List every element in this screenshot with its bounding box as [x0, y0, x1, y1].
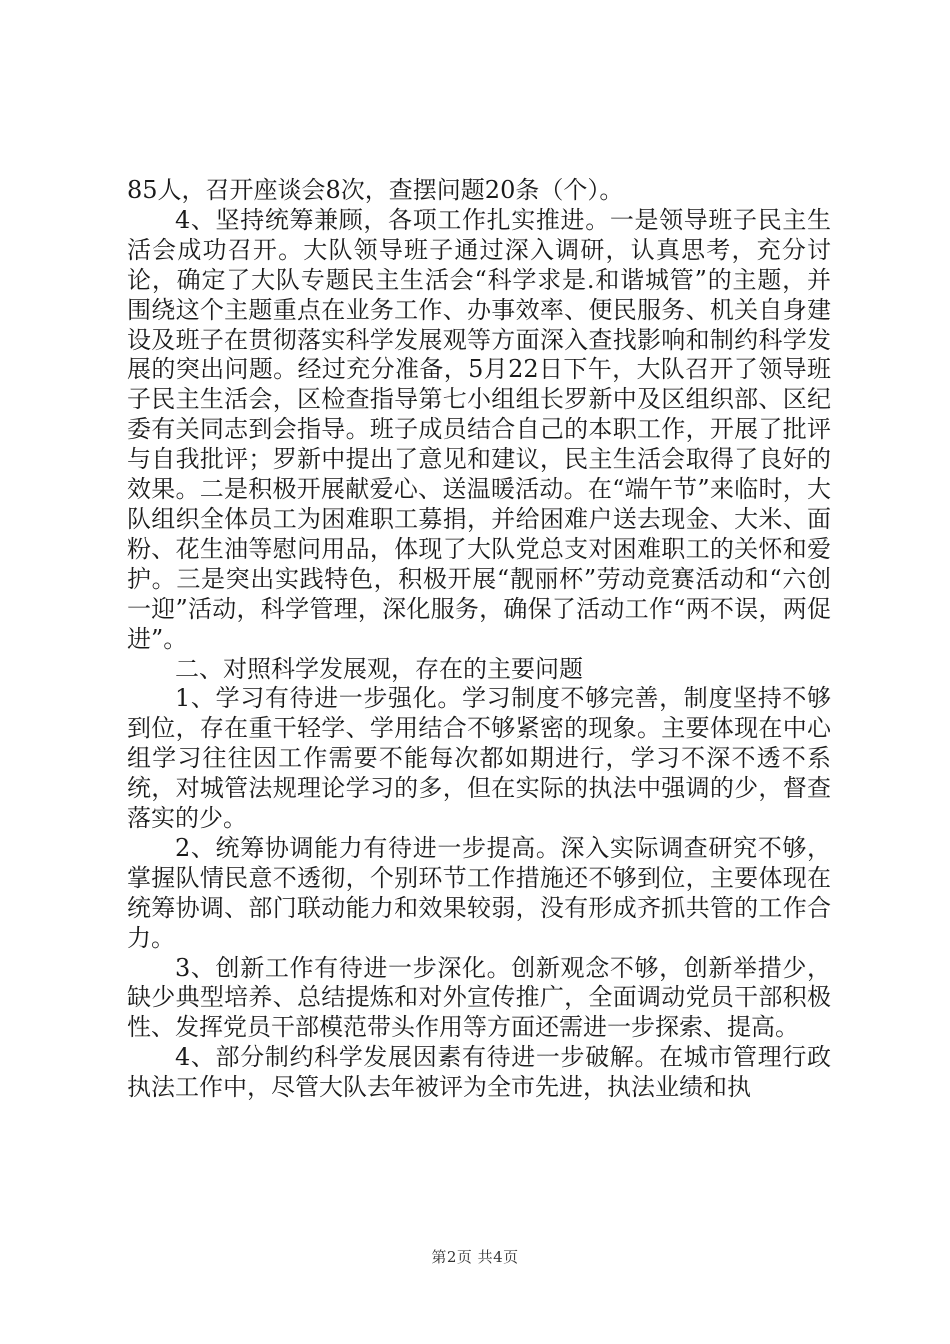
paragraph-problem-3: 3、创新工作有待进一步深化。创新观念不够，创新举措少，缺少典型培养、总结提炼和对外宣传推广，全面调动党员干部积极性、发挥党员干部模范带头作用等方面还需进一步探索、提高。: [127, 953, 831, 1042]
section-heading-problems: 二、对照科学发展观，存在的主要问题: [175, 654, 583, 683]
paragraph-continuation: 85人，召开座谈会8次，查摆问题20条（个）。: [127, 176, 624, 204]
paragraph-problem-2: 2、统筹协调能力有待进一步提高。深入实际调查研究不够，掌握队情民意不透彻，个别环节工作措施还不够到位，主要体现在统筹协调、部门联动能力和效果较弱，没有形成齐抓共管的工作合力。: [127, 833, 831, 952]
paragraph-problem-1: 1、学习有待进一步强化。学习制度不够完善，制度坚持不够到位，存在重干轻学、学用结合不够紧密的现象。主要体现在中心组学习往往因工作需要不能每次都如期进行，学习不深不透不系统，对城管法规理论学习的多，但在实际的执法中强调的少，督查落实的少。: [127, 684, 831, 833]
paragraph-item-4: 4、坚持统筹兼顾，各项工作扎实推进。一是领导班子民主生活会成功召开。大队领导班子通过深入调研，认真思考，充分讨论，确定了大队专题民主生活会“科学求是.和谐城管”的主题，并围绕这个主题重点在业务工作、办事效率、便民服务、机关自身建设及班子在贯彻落实科学发展观等方面深入查找影响和制约科学发展的突出问题。经过充分准备，5月22日下午，大队召开了领导班子民主生活会，区检查指导第七小组组长罗新中及区组织部、区纪委有关同志到会指导。班子成员结合自己的本职工作，开展了批评与自我批评；罗新中提出了意见和建议，民主生活会取得了良好的效果。二是积极开展献爱心、送温暖活动。在“端午节”来临时，大队组织全体员工为困难职工募捐，并给困难户送去现金、大米、面粉、花生油等慰问用品，体现了大队党总支对困难职工的关怀和爱护。三是突出实践特色，积极开展“靓丽杯”劳动竞赛活动和“六创一迎”活动，科学管理，深化服务，确保了活动工作“两不误，两促进”。: [127, 205, 831, 653]
page-footer: [0, 1247, 950, 1267]
page-number: 第2页 共4页: [431, 1248, 519, 1266]
paragraph-problem-4: 4、部分制约科学发展因素有待进一步破解。在城市管理行政执法工作中，尽管大队去年被评为全市先进，执法业绩和执: [127, 1043, 831, 1102]
document-body: [127, 176, 831, 1103]
